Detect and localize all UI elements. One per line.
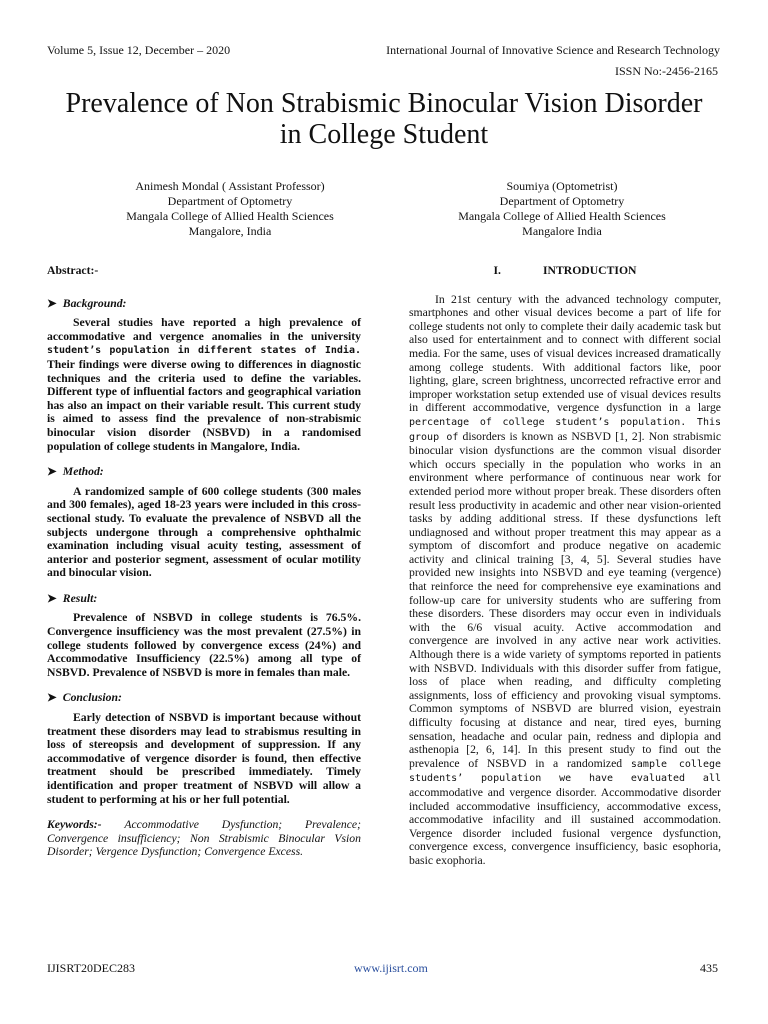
page-number: 435 xyxy=(700,961,718,975)
author-name: Soumiya (Optometrist) xyxy=(506,179,618,193)
abstract-column xyxy=(47,264,361,859)
author-city: Mangalore, India xyxy=(188,224,272,238)
conclusion-text: Early detection of NSBVD is important because without treatment these disorders may lead to strabismus resulting in loss of stereopsis and development of suppression. If any accommodative of vergence disorder is found, then effective treatment should be prescribed immediately. Timely identification and proper treatment of NSBVD will allow a student to performing at his or her full potential. xyxy=(47,711,361,806)
author-college: Mangala College of Allied Health Sciences xyxy=(458,209,666,223)
introduction-text: In 21st century with the advanced technology computer, smartphones and other visual devices become a part of life for college students not only to complete their daily academic task but also used for entertainment and to connect with different social media. For the same, uses of visual devices increased dramatically among college students. With additional factors like, poor lighting, glare, screen brightness, uncorrected refractive error and improper workstation setup extended use of visual devices results in different accommodative, vergence dysfunction in a large percentage of college student’s population. This group of disorders is known as NSBVD [1, 2]. Non strabismic binocular vision dysfunctions are the common visual disorder which occurs specially in the population who works in an environment where performance of continuous near work for extended period more without proper break. These disorders often result less productivity in academic and other near vision-oriented tasks by adding additional stress. If these dysfunctions left undiagnosed and without proper treatment this may appear as a symptom of discomfort and produce negative on academic activity and clinical training [3, 4, 5]. Several studies have provided new insights into NSBVD and eye teaming (vergence) that reinforce the need for comprehensive eye examinations and follow-up care for university students who are suffering from these disorders. These disorders may occur even in individuals with the 6/6 visual acuity. Active accommodation and convergence are involved in any active near work activities. Although there is a wide variety of symptoms reported in patients with NSBVD. Individuals with this disorder suffer from fatigue, loss of place when reading, and difficulty completing assignments, loss of efficiency and provoking visual symptoms. Common symptoms of NSBVD are blurred vision, eyestrain difficulty focusing at distance and near, tired eyes, burning sensation, headache and ocular pain, redness and diplopia and asthenopia [2, 6, 14]. In this present study to find out the prevalence of NSBVD in a randomized sample college students’ population we have evaluated all accommodative and vergence disorder. Accommodative disorder included accommodative insufficiency, accommodative excess, accommodative infacility and ill sustained accommodation. Vergence disorder included fusional vergence dysfunction, convergence excess, convergence insufficiency, basic esophoria, basic exophoria. xyxy=(409,292,722,867)
author-block-2 xyxy=(404,179,720,239)
method-heading: ➤ Method: xyxy=(47,465,104,479)
author-name: Animesh Mondal ( Assistant Professor) xyxy=(135,179,325,193)
author-block-1 xyxy=(50,179,410,239)
result-heading: ➤ Result: xyxy=(47,591,98,605)
author-department: Department of Optometry xyxy=(167,194,293,208)
volume-issue: Volume 5, Issue 12, December – 2020 xyxy=(47,43,231,57)
paper-title: Prevalence of Non Strabismic Binocular Vision Disorder in College Student xyxy=(65,88,703,150)
method-text: A randomized sample of 600 college students (300 males and 300 females), aged 18-23 years were included in this cross-sectional study. To evaluate the prevalence of NSBVD all the subjects undergone through a comprehensive ophthalmic examination including visual acuity testing, assessment of anterior and posterior segment, assessment of ocular motility and binocular vision. xyxy=(47,484,361,580)
conclusion-heading: ➤ Conclusion: xyxy=(47,691,122,705)
result-text: Prevalence of NSBVD in college students is 76.5%. Convergence insufficiency was the most prevalent (27.5%) in college students followed by convergence excess (24%) and Accommodative Insufficiency (22.5%) among all type of NSBVD. Prevalence of NSBVD is more in females than male. xyxy=(47,611,361,679)
abstract-label: Abstract:- xyxy=(47,264,99,277)
paper-id: IJISRT20DEC283 xyxy=(47,961,135,975)
background-text: Several studies have reported a high prevalence of accommodative and vergence anomalies in the university student’s population in different states of India. Their findings were diverse owing to differences in diagnostic techniques and the criteria used to define the variables. Different type of influential factors and geographical variation has also an impact on their variable result. This current study is aimed to assess find the prevalence of non-strabismic binocular vision disorder (NSBVD) in a randomised population of college students in Mangalore, India. xyxy=(47,316,361,453)
keywords: Keywords:- Accommodative Dysfunction; Prevalence; Convergence insufficiency; Non Strabismic Binocular Vsion Disorder; Vergence Dysfunction; Convergence Excess. xyxy=(47,818,362,859)
arrow-bullet-icon: ➤ xyxy=(47,465,57,479)
background-heading: ➤ Background: xyxy=(47,296,127,310)
arrow-bullet-icon: ➤ xyxy=(47,591,57,605)
issn: ISSN No:-2456-2165 xyxy=(614,64,718,78)
journal-name: International Journal of Innovative Science and Research Technology xyxy=(386,43,720,57)
arrow-bullet-icon: ➤ xyxy=(47,296,57,310)
author-college: Mangala College of Allied Health Sciences xyxy=(126,209,334,223)
introduction-column xyxy=(409,264,721,868)
author-department: Department of Optometry xyxy=(499,194,625,208)
introduction-heading: I. INTRODUCTION xyxy=(493,264,637,277)
author-city: Mangalore India xyxy=(522,224,602,238)
journal-url-link[interactable]: www.ijisrt.com xyxy=(354,961,428,975)
arrow-bullet-icon: ➤ xyxy=(47,691,57,705)
